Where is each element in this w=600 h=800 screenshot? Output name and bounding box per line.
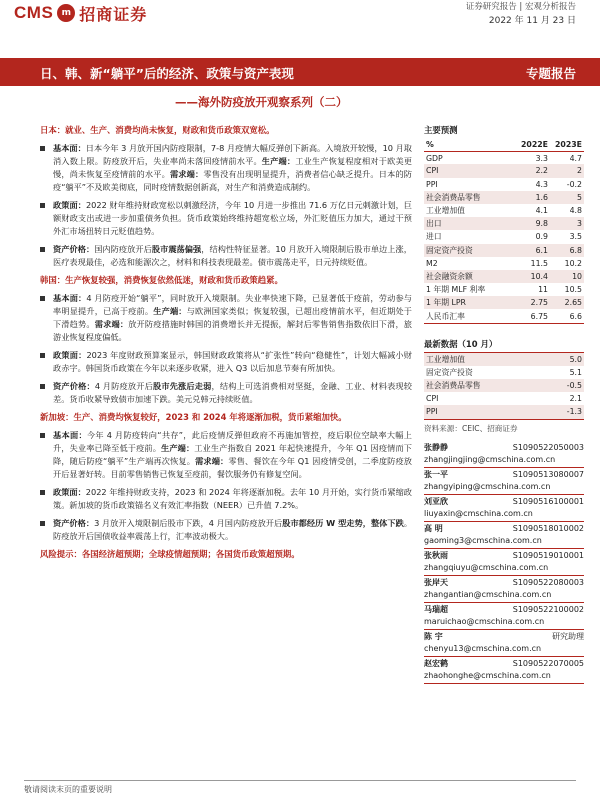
analyst-name: 马瑞超	[424, 605, 448, 614]
forecast-sidebar	[424, 124, 584, 434]
table-row	[424, 257, 584, 270]
table-cell: 2	[550, 164, 584, 177]
table-header-row	[424, 138, 584, 151]
table-cell: M2	[426, 258, 438, 268]
report-date: 2022 年 11 月 23 日	[488, 16, 576, 26]
table-cell: 5.0	[550, 353, 584, 366]
table-cell: 工业增加值	[426, 206, 465, 216]
table-row	[424, 296, 584, 309]
table-row	[424, 151, 584, 164]
analyst-id: S1090522080003	[512, 578, 584, 587]
analyst-id: 研究助理	[552, 632, 584, 641]
analyst-name: 高 明	[424, 524, 443, 533]
analyst-id: S1090522050003	[512, 443, 584, 452]
table-row	[424, 405, 584, 418]
table-cell: 固定资产投资	[424, 244, 516, 257]
table-row	[424, 283, 584, 296]
table-row	[424, 191, 584, 204]
table-cell: 3.3	[535, 153, 548, 163]
table-cell: 5	[550, 191, 584, 204]
footer-note: 敬请阅读末页的重要说明	[24, 785, 112, 794]
table-cell: GDP	[426, 153, 443, 163]
bullet-square-icon	[40, 433, 45, 438]
table-row	[424, 244, 584, 257]
report-type: 证券研究报告 | 宏观分析报告	[465, 2, 576, 12]
analyst-email[interactable]: chenyu13@cmschina.com.cn	[424, 643, 584, 657]
table-cell: 10	[550, 270, 584, 283]
analyst-email[interactable]: gaoming3@cmschina.com.cn	[424, 535, 584, 549]
table-cell: 1 年期 LPR	[424, 296, 516, 309]
table-row	[424, 164, 584, 177]
data-source: 资料来源：CEIC、招商证券	[424, 423, 518, 433]
analyst-id: S1090519010001	[512, 551, 584, 560]
table-cell: 2.1	[569, 394, 582, 404]
analyst-row	[424, 442, 584, 454]
table-cell: 4.7	[569, 153, 582, 163]
analyst-email[interactable]: zhaohonghe@cmschina.com.cn	[424, 670, 584, 684]
table-cell: -1.3	[550, 405, 584, 418]
table-cell: 2.2	[516, 164, 550, 177]
analyst-id: S1090522070005	[512, 659, 584, 668]
analyst-id: S1090516100001	[512, 497, 584, 506]
analyst-id: S1090518010002	[512, 524, 584, 533]
table-row	[424, 309, 584, 322]
analyst-name: 赵宏鹤	[424, 659, 448, 668]
table-cell: 6.8	[550, 244, 584, 257]
bullet-singapore-assets: 资产价格：3 月放开入境限制后股市下跌，4 月国内防疫放开后股市都经历 W 型走势，整体下跌。防疫放开后国债收益率震荡上行，汇率波动极大。	[40, 517, 412, 543]
table-cell: 11.5	[530, 258, 548, 268]
table-cell: CPI	[426, 394, 439, 404]
footer-divider	[24, 780, 576, 781]
forecast-heading: 主要预测	[424, 125, 458, 135]
table-cell: PPI	[426, 179, 438, 189]
table-cell: 5.1	[569, 367, 582, 377]
analyst-email[interactable]: zhangjingjing@cmschina.com.cn	[424, 454, 584, 468]
analyst-name: 陈 宇	[424, 632, 443, 641]
table-cell: 社会消费品零售	[424, 379, 550, 392]
divider	[424, 323, 584, 324]
divider	[424, 419, 584, 420]
analyst-email[interactable]: maruichao@cmschina.com.cn	[424, 616, 584, 630]
latest-heading: 最新数据（10 月）	[424, 338, 498, 349]
analyst-row	[424, 631, 584, 643]
table-cell: 3.5	[569, 232, 582, 242]
analyst-row	[424, 496, 584, 508]
analyst-email[interactable]: zhangyiping@cmschina.com.cn	[424, 481, 584, 495]
table-cell: 社会消费品零售	[424, 191, 516, 204]
logo-chinese: 招商证券	[79, 4, 148, 24]
analyst-name: 刘亚欣	[424, 497, 448, 506]
bullet-square-icon	[40, 521, 45, 526]
bullet-square-icon	[40, 353, 45, 358]
table-cell: 3	[550, 217, 584, 230]
table-cell: 人民币汇率	[426, 311, 465, 321]
report-subtitle: ——海外防疫放开观察系列（二）	[175, 95, 348, 109]
table-cell: 4.8	[569, 206, 582, 216]
table-cell: 社会融资余额	[424, 270, 516, 283]
analyst-name: 张静静	[424, 443, 448, 452]
table-cell: 9.8	[516, 217, 550, 230]
analyst-name: 张一平	[424, 470, 448, 479]
bullet-square-icon	[40, 247, 45, 252]
analyst-row	[424, 523, 584, 535]
bullet-japan-policy: 政策面：2022 财年维持财政宽松以刺激经济，今年 10 月进一步推出 71.6 万亿日元刺激计划，巨额财政支出或进一步加重债务负担。货币政策始终维持超宽松立场，外汇贬值压力加大，通过干预外汇市场扭转日元贬值趋势。	[40, 199, 412, 238]
analyst-id: S1090513080007	[512, 470, 584, 479]
summary-column	[40, 124, 412, 560]
bullet-square-icon	[40, 384, 45, 389]
table-row	[424, 353, 584, 366]
table-header-cell: 2023E	[550, 138, 584, 151]
analyst-row	[424, 658, 584, 670]
forecast-table	[424, 138, 584, 323]
bullet-square-icon	[40, 490, 45, 495]
table-cell: 6.6	[569, 311, 582, 321]
bullet-singapore-fundamentals: 基本面：今年 4 月防疫转向“共存”，此后疫情反弹但政府不再施加管控，疫后职位空缺率大幅上升，失业率已降至低于疫前。生产端：工业生产指数自 2021 年起快速提升，今年 Q1 因疫情而下降，随后防疫“躺平”生产端再次恢复。需求端：零售、餐饮在今年 Q1 因疫情受创，二季度防疫放开后显著好转。目前零售销售已恢复至疫前，餐饮服务仍有修复空间。	[40, 429, 412, 481]
logo-latin: CMS	[14, 3, 54, 22]
table-cell: PPI	[424, 405, 550, 418]
table-cell: 10.2	[564, 258, 582, 268]
table-cell: 1 年期 MLF 利率	[426, 285, 486, 295]
table-cell: 工业增加值	[424, 353, 550, 366]
bullet-korea-policy: 政策面：2023 年度财政预算案显示，韩国财政政策将从“扩张性”转向“稳健性”，计划大幅减小财政赤字。韩国货币政策在今年以来逐步收紧，进入 Q3 以后加息节奏有所加快。	[40, 349, 412, 375]
table-cell: 固定资产投资	[426, 367, 473, 377]
table-cell: -0.5	[550, 379, 584, 392]
analyst-list	[424, 442, 584, 685]
table-row	[424, 230, 584, 243]
analyst-name: 张秋雨	[424, 551, 448, 560]
bullet-square-icon	[40, 146, 45, 151]
analyst-row	[424, 550, 584, 562]
table-row	[424, 392, 584, 405]
latest-table	[424, 353, 584, 419]
bullet-korea-fundamentals: 基本面：4 月防疫开始“躺平”，同时放开入境限制。失业率快速下降，已显著低于疫前，劳动参与率明显提升，已高于疫前。生产端：与欧洲国家类似；恢复较强，已超出疫情前水平，但近期处于下滑趋势。需求端：放开防疫措施时韩国的消费增长并无提振，解封后零售销售指数依旧下滑，旅游业恢复程度偏低。	[40, 292, 412, 344]
table-cell: 10.4	[516, 270, 550, 283]
table-cell: 4.1	[535, 206, 548, 216]
table-cell: 0.9	[535, 232, 548, 242]
table-row	[424, 178, 584, 191]
table-cell: 1.6	[516, 191, 550, 204]
bullet-square-icon	[40, 296, 45, 301]
bullet-singapore-policy: 政策面：2022 年维持财政支持，2023 和 2024 年将逐渐加税。去年 10 月开始，实行货币紧缩政策。新加坡的货币政策锚名义有效汇率指数（NEER）已升值 7.2%。	[40, 486, 412, 512]
title-band	[0, 58, 600, 86]
analyst-row	[424, 604, 584, 616]
report-category: 专题报告	[525, 66, 576, 81]
company-logo	[14, 0, 147, 26]
table-cell: 10.5	[564, 285, 582, 295]
page-header	[0, 0, 600, 40]
analyst-email[interactable]: zhangqiuyu@cmschina.com.cn	[424, 562, 584, 576]
table-row	[424, 204, 584, 217]
table-cell: 2.75	[516, 296, 550, 309]
table-header-cell: 2022E	[516, 138, 550, 151]
analyst-row	[424, 469, 584, 481]
logo-mark-icon: m	[57, 4, 75, 22]
section-heading-singapore: 新加坡：生产、消费均恢复较好，2023 和 2024 年将逐渐加税，货币紧缩加快。	[40, 412, 347, 422]
analyst-email[interactable]: zhangantian@cmschina.com.cn	[424, 589, 584, 603]
analyst-row	[424, 577, 584, 589]
section-heading-japan: 日本：就业、生产、消费均尚未恢复，财政和货币政策双宽松。	[40, 125, 275, 135]
table-cell: 2.65	[550, 296, 584, 309]
risk-warning: 风险提示：各国经济超预期；全球疫情超预期；各国货币政策超预期。	[40, 549, 300, 559]
table-cell: -0.2	[566, 179, 582, 189]
table-row	[424, 366, 584, 379]
report-title: 日、韩、新“躺平”后的经济、政策与资产表现	[40, 66, 294, 81]
bullet-square-icon	[40, 203, 45, 208]
table-header-cell: %	[424, 138, 516, 151]
table-cell: 进口	[426, 232, 442, 242]
analyst-email[interactable]: liuyaxin@cmschina.com.cn	[424, 508, 584, 522]
table-cell: 4.3	[535, 179, 548, 189]
bullet-japan-fundamentals: 基本面：日本今年 3 月放开国内防疫限制，7-8 月疫情大幅反弹创下新高。入境放开较慢，10 月取消入数上限。防疫放开后，失业率尚未落回疫情前水平。生产端：工业生产恢复程度相对于欧美更慢，尚未恢复至疫情前的水平。需求端：零售没有出现明显提升，消费者信心缺乏提升。日本的防疫“躺平”不及欧美彻底，同时疫情数据创新高，对生产和消费造成制约。	[40, 142, 412, 194]
table-cell: 6.75	[530, 311, 548, 321]
section-heading-korea: 韩国：生产恢复较强，消费恢复依然低迷，财政和货币政策趋紧。	[40, 275, 283, 285]
analyst-name: 张岸天	[424, 578, 448, 587]
analyst-id: S1090522100002	[512, 605, 584, 614]
table-cell: 出口	[424, 217, 516, 230]
table-row	[424, 217, 584, 230]
table-cell: 6.1	[516, 244, 550, 257]
table-cell: 11	[538, 285, 548, 295]
table-row	[424, 379, 584, 392]
table-row	[424, 270, 584, 283]
bullet-japan-assets: 资产价格：国内防疫放开后股市震荡偏强，结构性特征显著。10 月放开入境限制后股市单边上涨，医疗表现最佳，必选和能源次之，材料和科技表现最差。债市震荡走平，日元持续贬值。	[40, 243, 412, 269]
table-cell: CPI	[424, 164, 516, 177]
bullet-korea-assets: 资产价格：4 月防疫放开后股市先涨后走弱，结构上可选消费相对坚挺，金融、工业、材料表现较差。货币收紧导致债市加速下跌。美元兑韩元持续贬值。	[40, 380, 412, 406]
